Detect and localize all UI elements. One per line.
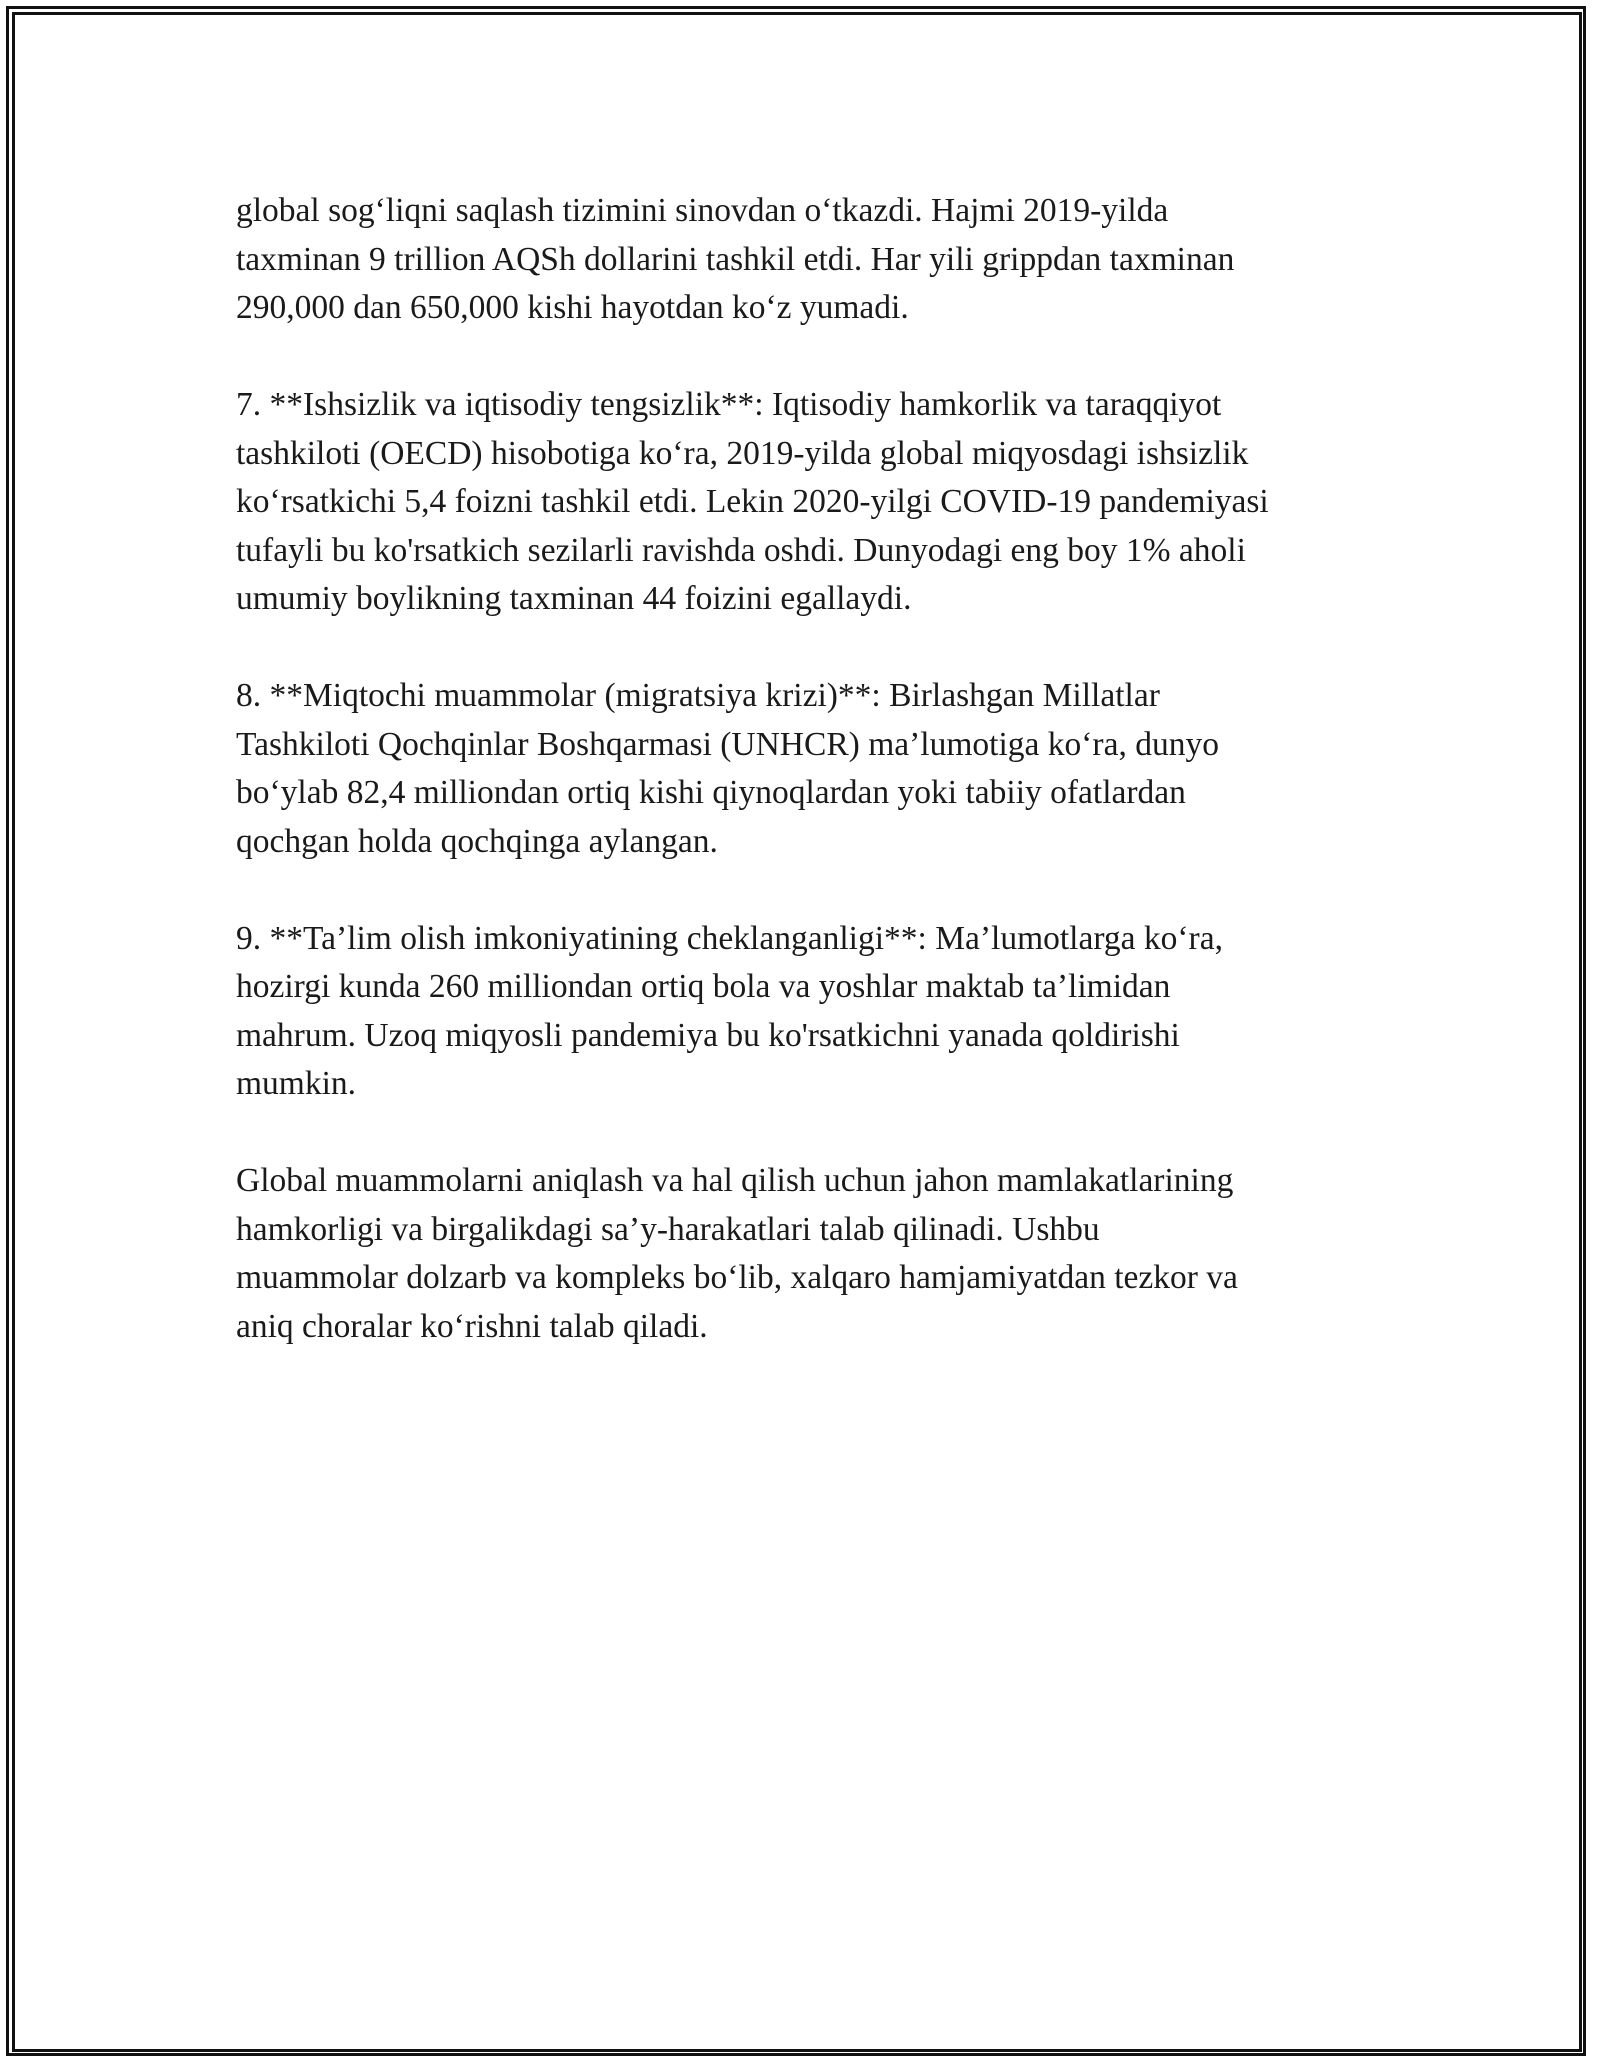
- text-line: 290,000 dan 650,000 kishi hayotdan ko‘z yumadi.: [236, 289, 909, 326]
- text-line: global sog‘liqni saqlash tizimini sinovdan o‘tkazdi. Hajmi 2019-yilda: [236, 192, 1169, 229]
- text-line: aniq choralar ko‘rishni talab qiladi.: [236, 1307, 708, 1345]
- text-line: mumkin.: [236, 1065, 357, 1102]
- paragraph-migration: [236, 672, 1376, 866]
- paragraph-health-costs: [236, 187, 1376, 333]
- text-line: muammolar dolzarb va kompleks bo‘lib, xalqaro hamjamiyatdan tezkor va: [236, 1259, 1238, 1296]
- text-line: hozirgi kunda 260 milliondan ortiq bola va yoshlar maktab ta’limidan: [236, 968, 1171, 1005]
- text-line: 8. **Miqtochi muammolar (migratsiya krizi)**: Birlashgan Millatlar: [236, 677, 1160, 714]
- text-line: taxminan 9 trillion AQSh dollarini tashkil etdi. Har yili grippdan taxminan: [236, 240, 1235, 278]
- text-line: bo‘ylab 82,4 milliondan ortiq kishi qiynoqlardan yoki tabiiy ofatlardan: [236, 774, 1186, 811]
- text-line: umumiy boylikning taxminan 44 foizini egallaydi.: [236, 580, 912, 617]
- text-line: Global muammolarni aniqlash va hal qilish uchun jahon mamlakatlarining: [236, 1162, 1234, 1199]
- text-line: tashkiloti (OECD) hisobotiga ko‘ra, 2019-yilda global miqyosdagi ishsizlik: [236, 434, 1249, 472]
- text-line: hamkorligi va birgalikdagi sa’y-harakatlari talab qilinadi. Ushbu: [236, 1210, 1100, 1248]
- text-line: tufayli bu ko'rsatkich sezilarli ravishda oshdi. Dunyodagi eng boy 1% aholi: [236, 531, 1246, 569]
- text-line: 7. **Ishsizlik va iqtisodiy tengsizlik**: Iqtisodiy hamkorlik va taraqqiyot: [236, 386, 1222, 423]
- text-line: 9. **Ta’lim olish imkoniyatining cheklanganligi**: Ma’lumotlarga ko‘ra,: [236, 919, 1223, 957]
- paragraph-conclusion: [236, 1157, 1376, 1351]
- text-line: ko‘rsatkichi 5,4 foizni tashkil etdi. Lekin 2020-yilgi COVID-19 pandemiyasi: [236, 483, 1269, 520]
- text-line: mahrum. Uzoq miqyosli pandemiya bu ko'rsatkichni yanada qoldirishi: [236, 1016, 1180, 1054]
- document-body: [236, 187, 1376, 1400]
- text-line: Tashkiloti Qochqinlar Boshqarmasi (UNHCR) ma’lumotiga ko‘ra, dunyo: [236, 725, 1219, 763]
- text-line: qochgan holda qochqinga aylangan.: [236, 822, 718, 860]
- paragraph-education: [236, 915, 1376, 1109]
- paragraph-unemployment: [236, 381, 1376, 624]
